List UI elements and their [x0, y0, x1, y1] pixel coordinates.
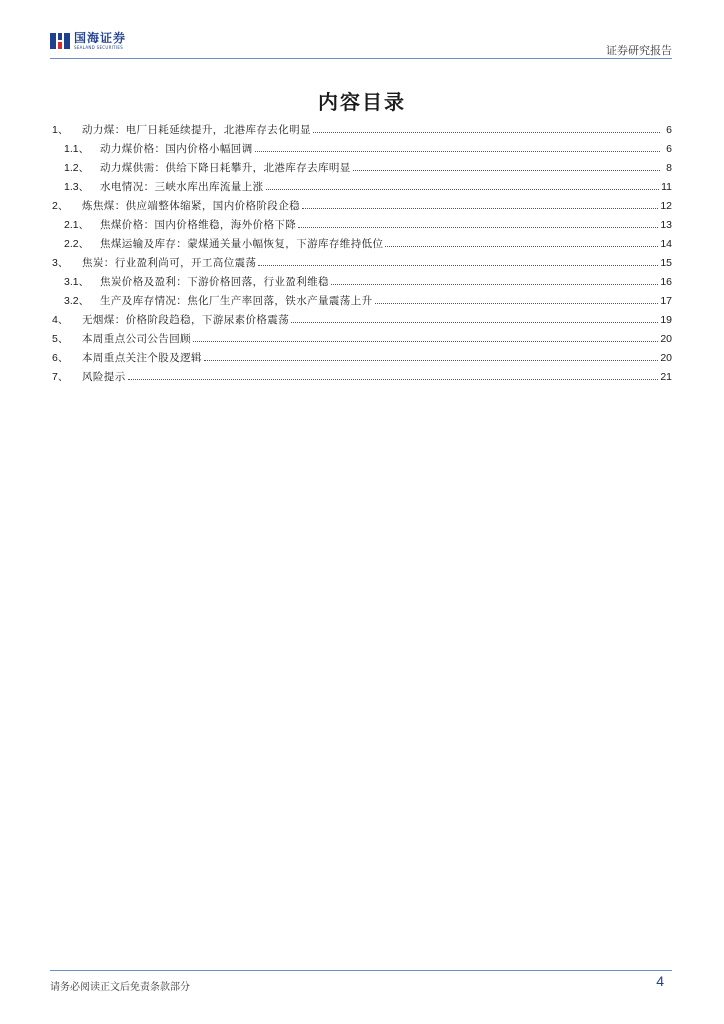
toc-dot-leader	[375, 302, 659, 304]
table-of-contents	[52, 121, 672, 387]
toc-entry-title[interactable]: 水电情况：三峡水库出库流量上涨	[100, 181, 264, 193]
toc-dot-leader	[302, 207, 658, 209]
toc-entry-number: 1.3、	[64, 181, 90, 193]
toc-entry-page[interactable]: 13	[660, 219, 672, 231]
toc-entry-page[interactable]: 6	[666, 143, 672, 155]
toc-entry[interactable]	[52, 254, 672, 273]
toc-entry-number: 4、	[52, 314, 69, 326]
toc-entry-page[interactable]: 11	[661, 181, 672, 193]
logo-name-cn: 国海证券	[74, 31, 127, 45]
page-number: 4	[656, 973, 664, 989]
toc-dot-leader	[258, 264, 658, 266]
toc-entry[interactable]	[52, 178, 672, 197]
toc-dot-leader	[128, 378, 659, 380]
toc-entry-page[interactable]: 17	[660, 295, 672, 307]
toc-entry-number: 3.1、	[64, 276, 90, 288]
toc-entry[interactable]	[52, 273, 672, 292]
toc-entry[interactable]	[52, 330, 672, 349]
toc-entry-page[interactable]: 6	[666, 124, 672, 136]
toc-entry-page[interactable]: 8	[666, 162, 672, 174]
toc-entry[interactable]	[52, 159, 672, 178]
toc-entry[interactable]	[52, 140, 672, 159]
toc-entry-title[interactable]: 动力煤价格：国内价格小幅回调	[100, 143, 253, 155]
toc-entry[interactable]	[52, 121, 672, 140]
logo-icon	[50, 31, 70, 51]
toc-entry-page[interactable]: 19	[660, 314, 672, 326]
toc-entry-title[interactable]: 焦煤价格：国内价格维稳，海外价格下降	[100, 219, 297, 231]
toc-entry-number: 7、	[52, 371, 69, 383]
toc-entry-title[interactable]: 炼焦煤：供应端整体缩紧，国内价格阶段企稳	[82, 200, 300, 212]
toc-entry-title[interactable]: 焦煤运输及库存：蒙煤通关量小幅恢复，下游库存维持低位	[100, 238, 384, 250]
toc-entry-number: 2.1、	[64, 219, 90, 231]
toc-entry-title[interactable]: 动力煤供需：供给下降日耗攀升，北港库存去库明显	[100, 162, 351, 174]
toc-entry-number: 1.1、	[64, 143, 90, 155]
toc-entry-page[interactable]: 15	[660, 257, 672, 269]
toc-entry[interactable]	[52, 349, 672, 368]
toc-entry-number: 6、	[52, 352, 69, 364]
toc-entry[interactable]	[52, 235, 672, 254]
page-header	[50, 28, 672, 58]
toc-entry-title[interactable]: 风险提示	[82, 371, 126, 383]
toc-dot-leader	[331, 283, 658, 285]
toc-entry-page[interactable]: 20	[660, 333, 672, 345]
toc-entry[interactable]	[52, 368, 672, 387]
toc-entry-title[interactable]: 焦炭价格及盈利：下游价格回落，行业盈利维稳	[100, 276, 329, 288]
toc-dot-leader	[193, 340, 658, 342]
toc-entry[interactable]	[52, 311, 672, 330]
toc-entry-number: 5、	[52, 333, 69, 345]
company-logo	[50, 28, 126, 54]
toc-dot-leader	[313, 131, 660, 133]
toc-entry-number: 1、	[52, 124, 69, 136]
toc-entry-title[interactable]: 本周重点关注个股及逻辑	[82, 352, 202, 364]
footer-divider	[50, 970, 672, 971]
toc-dot-leader	[255, 150, 660, 152]
toc-title: 内容目录	[318, 90, 406, 114]
toc-dot-leader	[298, 226, 658, 228]
toc-entry-title[interactable]: 生产及库存情况：焦化厂生产率回落，铁水产量震荡上升	[100, 295, 373, 307]
header-divider	[50, 58, 672, 59]
toc-entry[interactable]	[52, 197, 672, 216]
logo-name-en: SEALAND SECURITIES	[74, 45, 124, 50]
toc-entry-page[interactable]: 16	[660, 276, 672, 288]
toc-entry-number: 3.2、	[64, 295, 90, 307]
toc-entry-page[interactable]: 21	[660, 371, 672, 383]
toc-entry-number: 2.2、	[64, 238, 90, 250]
toc-entry-title[interactable]: 无烟煤：价格阶段趋稳，下游尿素价格震荡	[82, 314, 290, 326]
toc-dot-leader	[291, 321, 658, 323]
toc-entry-page[interactable]: 12	[660, 200, 672, 212]
toc-entry-number: 1.2、	[64, 162, 90, 174]
toc-entry-title[interactable]: 动力煤：电厂日耗延续提升，北港库存去化明显	[82, 124, 311, 136]
toc-dot-leader	[353, 169, 660, 171]
toc-entry-page[interactable]: 20	[660, 352, 672, 364]
toc-entry-page[interactable]: 14	[660, 238, 672, 250]
toc-entry-title[interactable]: 本周重点公司公告回顾	[82, 333, 191, 345]
disclaimer-note: 请务必阅读正文后免责条款部分	[50, 982, 190, 993]
toc-entry[interactable]	[52, 216, 672, 235]
toc-entry-title[interactable]: 焦炭：行业盈利尚可，开工高位震荡	[82, 257, 257, 269]
toc-entry-number: 3、	[52, 257, 69, 269]
toc-entry[interactable]	[52, 292, 672, 311]
report-type-label: 证券研究报告	[606, 44, 672, 57]
toc-dot-leader	[385, 245, 658, 247]
toc-dot-leader	[266, 188, 660, 190]
toc-dot-leader	[204, 359, 658, 361]
toc-entry-number: 2、	[52, 200, 69, 212]
